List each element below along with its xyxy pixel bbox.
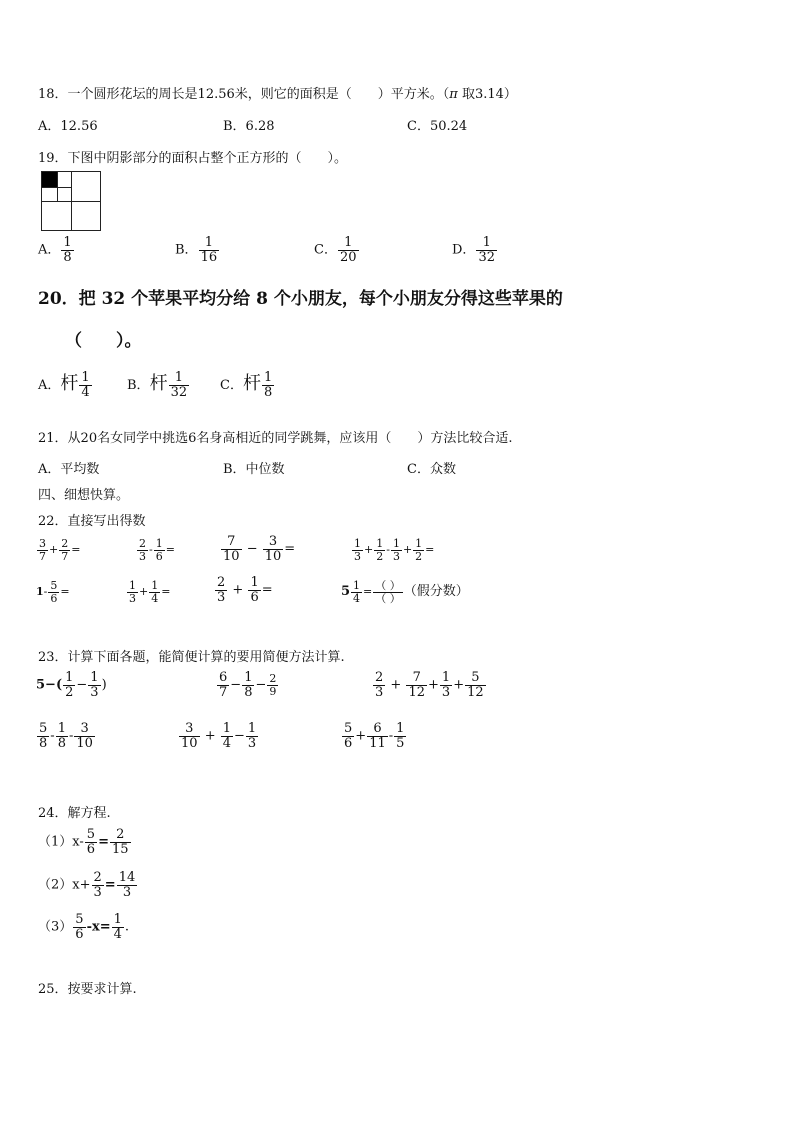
q24-stem: 24．解方程. [38,806,111,821]
q21-stem: 21．从20名女同学中挑选6名身高相近的同学跳舞，应该用（ ）方法比较合适. [38,431,513,446]
q22-expr-8: 5 $\frac{1}{4}$ = （ ） （ ） （假分数） [341,579,469,605]
q21-option-c[interactable]: C．众数 [407,462,456,477]
q20-option-b[interactable]: B．杆 $\frac{1}{32}$ [127,370,188,400]
q23-stem: 23．计算下面各题，能简便计算的要用简便方法计算. [38,650,345,665]
grid-line [42,201,100,202]
q22-expr-1: $\frac{3}{7}$ + $\frac{2}{7}$ = [39,537,81,563]
q23-expr-2: $\frac{6}{7}$ − $\frac{1}{8}$ − $\frac{2}{9}$ [219,670,277,700]
q19-option-b[interactable]: B． $\frac{1}{16}$ [175,235,218,265]
fraction: $\frac{1}{32}$ [170,370,188,400]
q22-expr-7: $\frac{2}{3}$ + $\frac{1}{6}$ = [217,575,273,605]
fraction: $\frac{1}{32}$ [478,235,495,265]
q20-option-c[interactable]: C．杆 $\frac{1}{8}$ [220,370,273,400]
q22-expr-6: $\frac{1}{3}$ + $\frac{1}{4}$ = [129,579,171,605]
q18-option-c[interactable]: C．50.24 [407,119,468,134]
shaded-cell [42,172,57,187]
q24-equation-1: （1）x- $\frac{5}{6}$ = $\frac{2}{15}$ [38,827,129,857]
q24-equation-3: （3） $\frac{5}{6}$ -x= $\frac{1}{4}$ . [38,912,130,942]
q18-option-a[interactable]: A．12.56 [38,119,98,134]
q23-expr-5: $\frac{3}{10}$ + $\frac{1}{4}$ − $\frac{1}{3}$ [181,721,257,751]
q22-expr-5: 1- $\frac{5}{6}$ = [36,579,70,605]
q20-stem-line2: （ ）。 [65,331,142,351]
q19-option-c[interactable]: C． $\frac{1}{20}$ [314,235,357,265]
q18-stem: 18．一个圆形花坛的周长是12.56米，则它的面积是（ ）平方米。（π 取3.14） [38,87,517,102]
q20-option-a[interactable]: A．杆 $\frac{1}{4}$ [38,370,90,400]
grid-line [42,187,71,188]
q22-expr-4: $\frac{1}{3}$ + $\frac{1}{2}$ - $\frac{1}{3}$ + $\frac{1}{2}$ = [354,537,435,563]
q21-option-b[interactable]: B．中位数 [223,462,285,477]
square-grid-figure [41,171,101,231]
q23-expr-4: $\frac{5}{8}$ - $\frac{1}{8}$ - $\frac{3}{10}$ [39,721,93,751]
q20-stem-line1: 20．把 32 个苹果平均分给 8 个小朋友，每个小朋友分得这些苹果的 [38,289,563,309]
fraction: $\frac{1}{16}$ [200,235,218,265]
q19-option-d[interactable]: D． $\frac{1}{32}$ [452,235,495,265]
q23-expr-3: $\frac{2}{3}$ + $\frac{7}{12}$ + $\frac{1}{3}$ + $\frac{5}{12}$ [375,670,484,700]
q22-expr-3: $\frac{7}{10}$ − $\frac{3}{10}$ = [223,534,296,564]
q24-equation-2: （2）x+ $\frac{2}{3}$ = $\frac{14}{3}$ [38,870,136,900]
fraction: $\frac{1}{4}$ [81,370,90,400]
fraction: $\frac{1}{8}$ [63,235,72,265]
q22-stem: 22．直接写出得数 [38,514,146,529]
q25-stem: 25．按要求计算. [38,982,137,997]
q21-option-a[interactable]: A．平均数 [38,462,100,477]
q19-option-a[interactable]: A． $\frac{1}{8}$ [38,235,72,265]
q23-expr-1: 5−( $\frac{1}{2}$ − $\frac{1}{3}$ ) [36,670,107,700]
q23-expr-6: $\frac{5}{6}$ + $\frac{6}{11}$ - $\frac{1}{5}$ [344,721,405,751]
section-heading: 四、细想快算。 [38,488,130,503]
pi-symbol: π [449,87,458,102]
fraction: $\frac{1}{20}$ [339,235,357,265]
q18-option-b[interactable]: B．6.28 [223,119,275,134]
q19-stem: 19．下图中阴影部分的面积占整个正方形的（ ）。 [38,151,348,166]
fraction: $\frac{1}{8}$ [263,370,273,400]
q22-expr-2: $\frac{2}{3}$ - $\frac{1}{6}$ = [139,537,175,563]
